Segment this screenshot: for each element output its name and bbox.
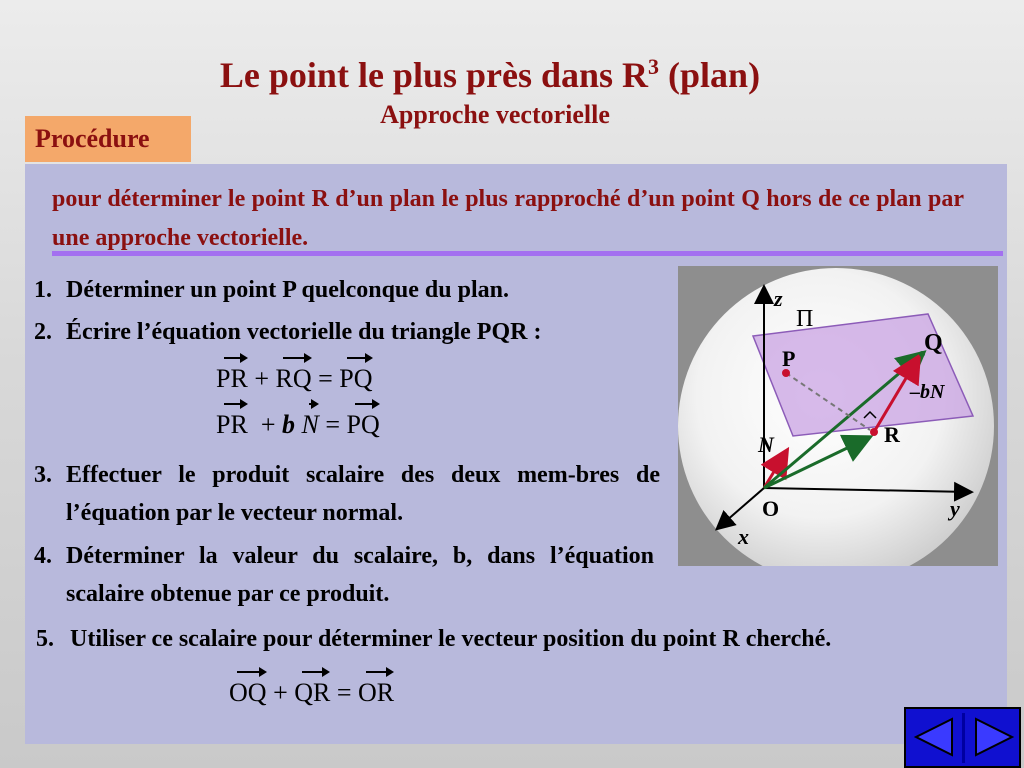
step-4: 4. Déterminer la valeur du scalaire, b, dans l’équation scalaire obtenue par ce produit. — [34, 543, 654, 607]
label-r: R — [884, 422, 900, 447]
equation-normal: PR + b N = PQ — [216, 410, 380, 439]
arrow-left-icon — [912, 715, 958, 759]
point-r — [870, 428, 878, 436]
divider-line — [52, 251, 1003, 256]
slide-subtitle: Approche vectorielle — [380, 100, 610, 129]
nav-divider — [962, 713, 965, 763]
step-2: 2. Écrire l’équation vectorielle du triangle PQR : — [34, 319, 542, 345]
label-plane: Π — [796, 306, 814, 332]
label-neg-bn: –bN — [910, 381, 945, 403]
label-q: Q — [924, 330, 943, 356]
equation-triangle: PR + RQ = PQ — [216, 364, 373, 393]
label-n: N — [758, 432, 774, 457]
next-slide-button[interactable] — [970, 715, 1016, 759]
slide-title: Le point le plus près dans $R^3$ (plan) — [219, 54, 761, 95]
label-x: x — [738, 524, 749, 549]
step-5: 5. Utiliser ce scalaire pour déterminer le vecteur position du point R cherché. — [36, 626, 832, 652]
arrow-right-icon — [970, 715, 1016, 759]
plane-diagram — [678, 266, 998, 566]
label-o: O — [762, 496, 780, 521]
procedure-intro: pour déterminer le point R d’un plan le plus rapproché d’un point Q hors de ce plan par une approche vectorielle. — [52, 186, 964, 251]
label-p: P — [782, 346, 796, 371]
equation-position: OQ + QR = OR — [229, 678, 395, 707]
procedure-tab: Procédure — [25, 116, 191, 162]
label-y: y — [950, 496, 960, 521]
label-z: z — [774, 286, 783, 311]
step-3: 3. Effectuer le produit scalaire des deux mem-bres de l’équation par le vecteur normal. — [34, 462, 660, 526]
previous-slide-button[interactable] — [912, 715, 958, 759]
step-1: 1. Déterminer un point P quelconque du plan. — [34, 277, 509, 303]
slide-navigation — [904, 707, 1021, 768]
